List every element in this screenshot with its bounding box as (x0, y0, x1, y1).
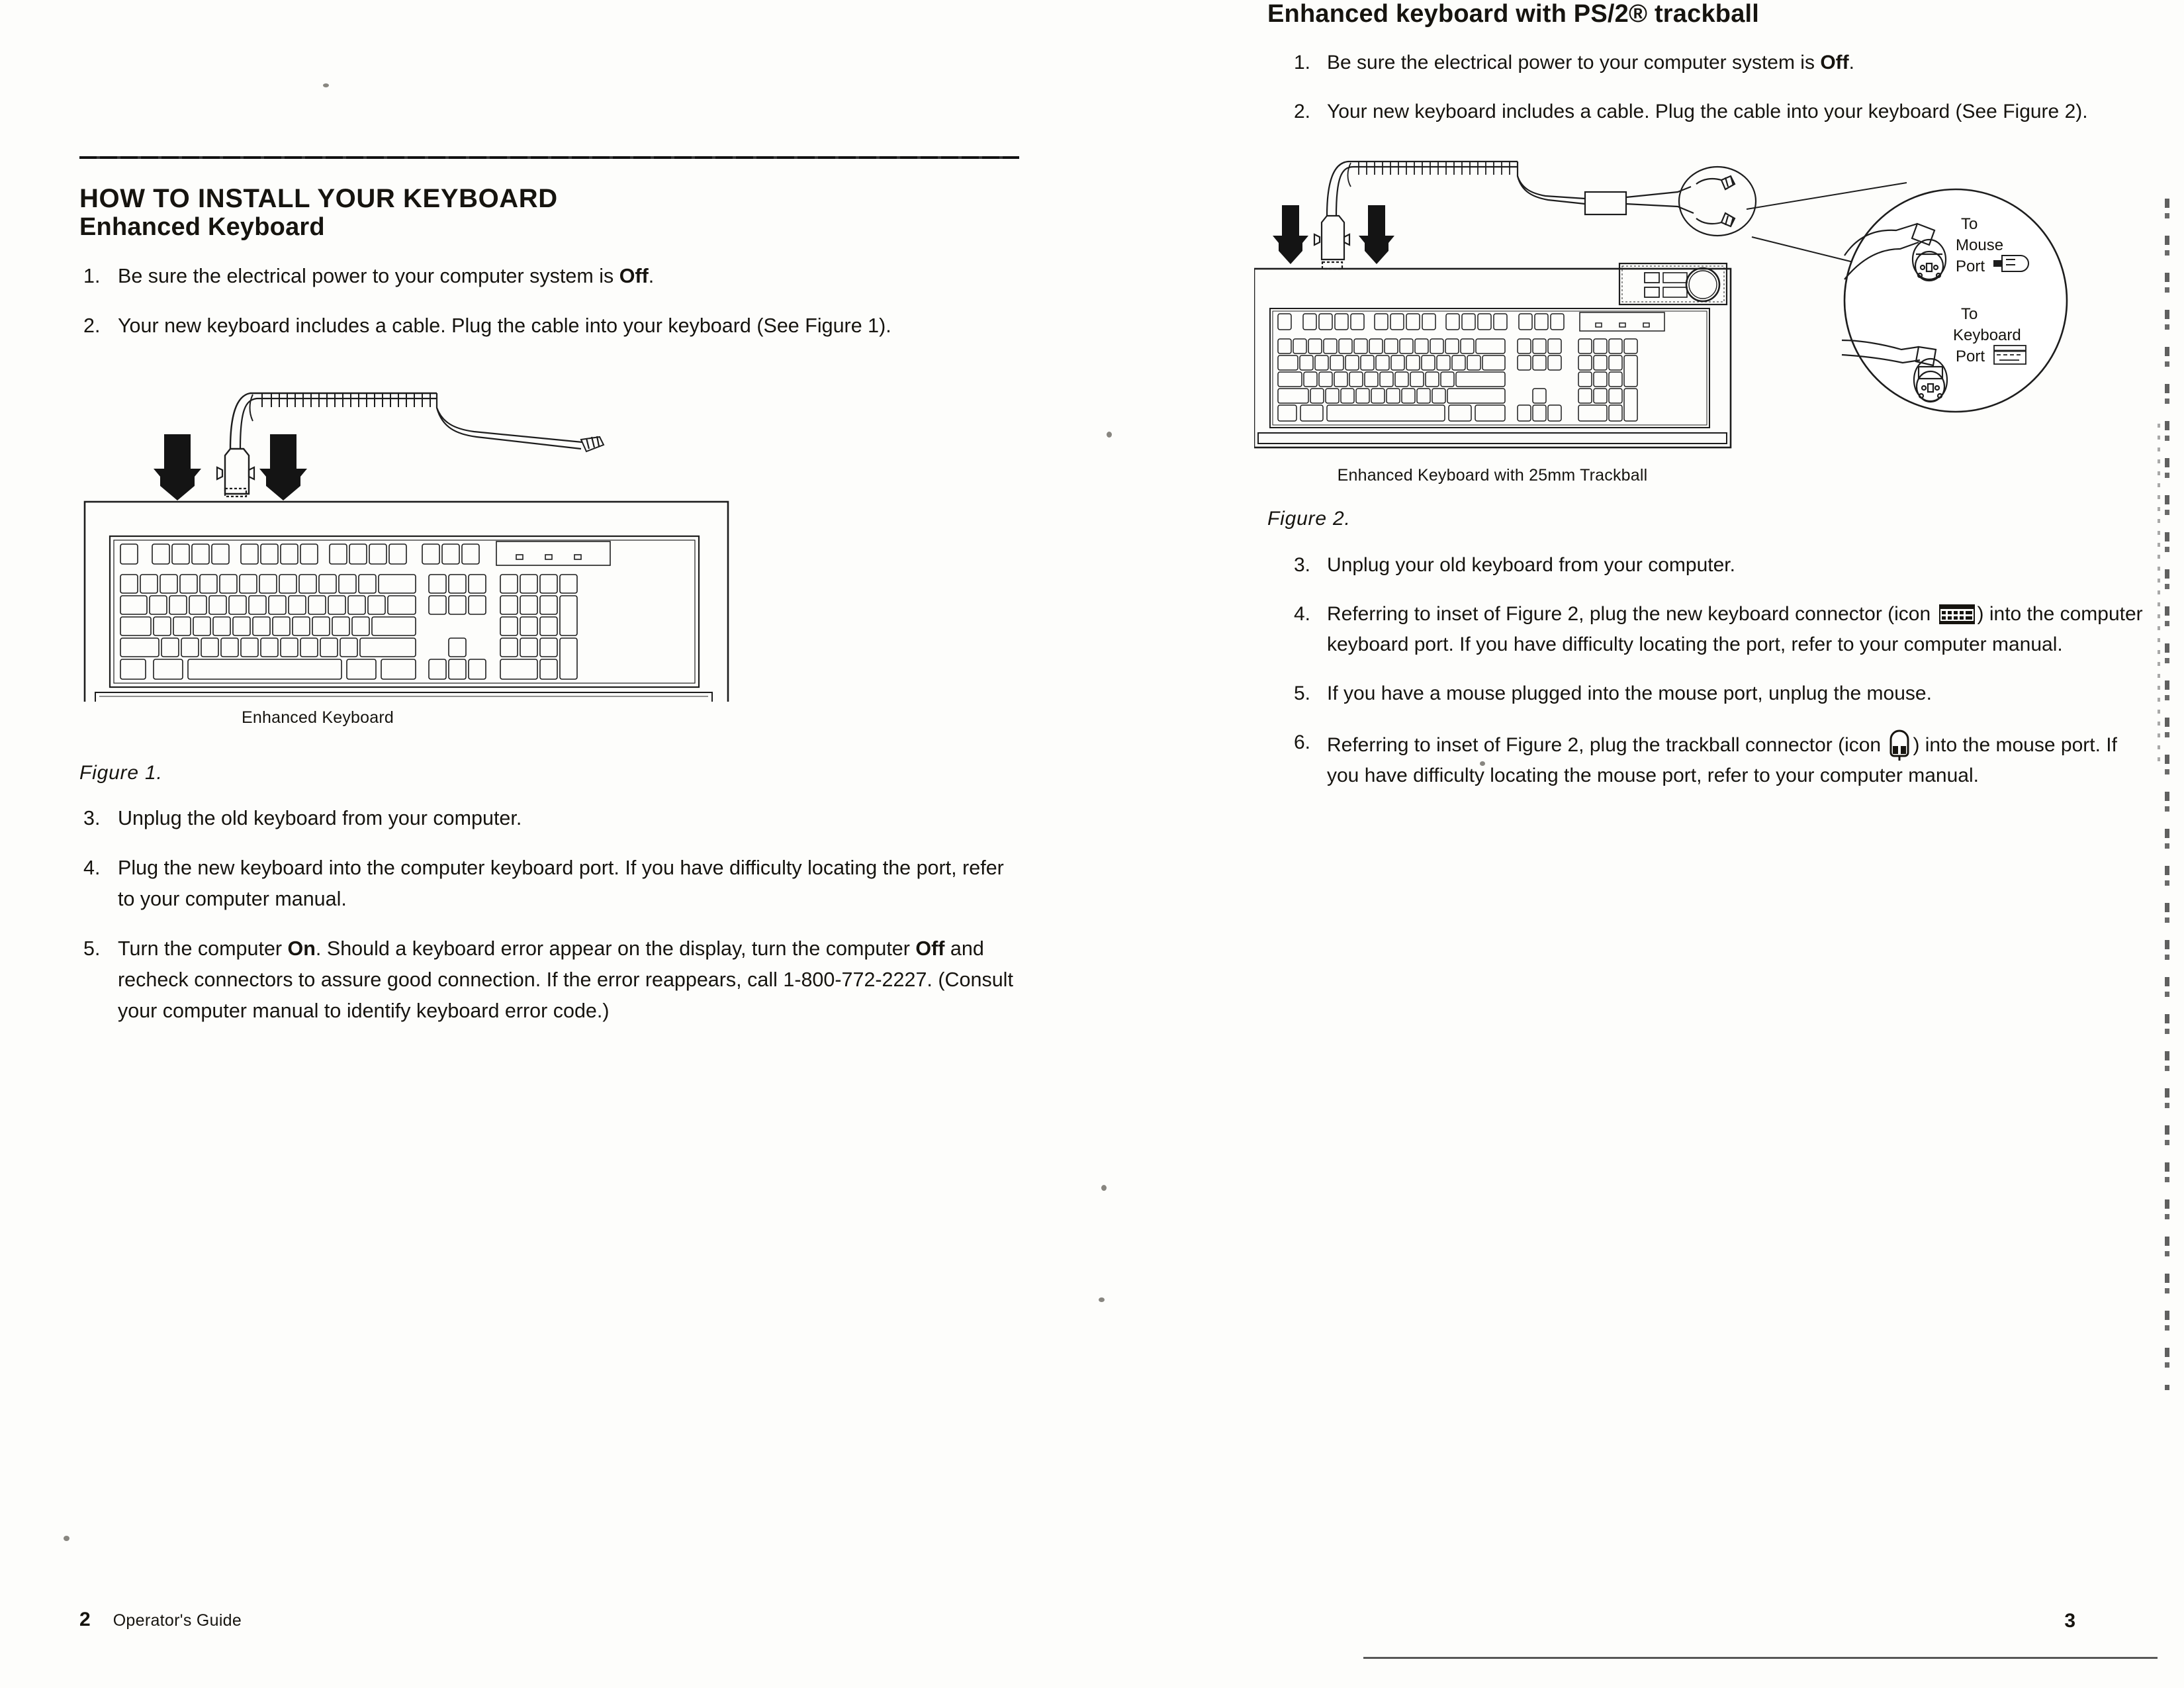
list-item-text: Plug the new keyboard into the computer keyboard port. If you have difficulty locating the port, refer to your computer manual. (118, 856, 1004, 910)
keyboard-icon (1939, 603, 1975, 623)
list-item-number: 4. (83, 856, 101, 879)
figure-2-caption: Enhanced Keyboard with 25mm Trackball (1337, 465, 1648, 485)
list-item-text-part1: Turn the computer (118, 937, 288, 960)
list-item-number: 5. (83, 937, 101, 960)
steps-list-after-figure-1 (79, 803, 1019, 1027)
inset-label-keyboard-line1: To (1961, 305, 1978, 323)
list-item-text-part2: ) into the computer keyboard port. If you have difficulty locating the port, refer to your computer manual. (1327, 602, 2143, 655)
steps-list-after-figure-2 (1267, 550, 2148, 791)
list-item-text: Your new keyboard includes a cable. Plug the cable into your keyboard (See Figure 2). (1327, 100, 2088, 122)
footer-right (2064, 1610, 2075, 1632)
list-item (1290, 727, 2148, 791)
list-item-text-part2: . Should a keyboard error appear on the display, turn the computer (315, 937, 916, 960)
list-item-tail: . (648, 264, 655, 287)
list-item (79, 933, 1019, 1027)
list-item-number: 5. (1294, 682, 1311, 704)
emphasis-off: Off (1820, 51, 1849, 73)
list-item-text: Be sure the electrical power to your computer system is (1327, 51, 1821, 73)
right-page-column (1267, 0, 2148, 791)
steps-list-before-figure-1 (79, 261, 1019, 342)
header-rule (79, 156, 1019, 159)
trackball-keyboard-drawing (1254, 150, 2101, 467)
page-number-left: 2 (79, 1609, 91, 1630)
emphasis-on: On (287, 937, 316, 960)
list-item (1290, 550, 2148, 581)
trackball-button-right (1645, 287, 1659, 297)
inset-label-mouse-line2: Mouse (1956, 236, 2004, 254)
inset-label-keyboard-line3: Port (1956, 347, 1985, 365)
list-item-number: 1. (1294, 51, 1311, 73)
list-item (1290, 48, 2148, 78)
steps-list-before-figure-2 (1267, 48, 2148, 127)
scan-edge-artifact-secondary (2158, 424, 2160, 768)
emphasis-off: Off (915, 937, 945, 960)
enhanced-keyboard-drawing (79, 371, 741, 702)
list-item (79, 310, 1019, 342)
list-item-text: Unplug the old keyboard from your computer. (118, 806, 522, 829)
list-item (79, 261, 1019, 292)
section-heading-enhanced-keyboard: Enhanced Keyboard (79, 213, 325, 241)
trackball-ball (1686, 268, 1719, 301)
trackball-icon (1888, 727, 1911, 761)
figure-1-illustration (79, 371, 1019, 727)
list-item-text: Unplug your old keyboard from your computer. (1327, 553, 1735, 576)
scan-speck (64, 1536, 69, 1541)
list-item-number: 1. (83, 264, 101, 287)
list-item (1290, 679, 2148, 709)
scan-bottom-rule-artifact (1363, 1657, 2158, 1659)
list-item-text-part2: ) into the mouse port. If you have difficulty locating the mouse port, refer to your computer manual. (1327, 733, 2117, 786)
list-item-number: 4. (1294, 602, 1311, 625)
list-item-number: 6. (1294, 731, 1311, 753)
scan-speck (1101, 1185, 1107, 1191)
left-page-column (79, 0, 1019, 1027)
section-heading-ps2-trackball: Enhanced keyboard with PS/2® trackball (1267, 0, 1760, 28)
list-item-text: Your new keyboard includes a cable. Plug the cable into your keyboard (See Figure 1). (118, 314, 891, 337)
trackball-button-left (1645, 273, 1659, 283)
list-item (79, 853, 1019, 915)
list-item-text-part1: Referring to inset of Figure 2, plug the trackball connector (icon (1327, 733, 1887, 756)
page-title: HOW TO INSTALL YOUR KEYBOARD (79, 184, 558, 213)
footer-left (79, 1609, 242, 1631)
list-item (1290, 97, 2148, 127)
list-item (1290, 599, 2148, 660)
figure-2-inset-circle (1842, 189, 2067, 412)
inset-label-mouse-line1: To (1961, 214, 1978, 233)
figure-1-caption: Enhanced Keyboard (242, 708, 394, 727)
list-item-tail: . (1848, 51, 1854, 73)
list-item-text: If you have a mouse plugged into the mouse port, unplug the mouse. (1327, 682, 1932, 704)
figure-2-illustration (1254, 150, 2148, 485)
scan-speck (1107, 432, 1112, 438)
guide-name: Operator's Guide (113, 1611, 242, 1630)
inset-label-keyboard-line2: Keyboard (1953, 326, 2021, 344)
list-item (79, 803, 1019, 834)
scan-edge-artifact (2165, 199, 2169, 1390)
list-item-text-part1: Referring to inset of Figure 2, plug the new keyboard connector (icon (1327, 602, 1936, 625)
list-item-text-part3: and recheck connectors to assure good connection. If the error reappears, call 1-800-772-2227. (Consult your computer manual to identify keyboard error code.) (118, 937, 1013, 1022)
list-item-number: 2. (1294, 100, 1311, 122)
list-item-number: 3. (1294, 553, 1311, 576)
page-number-right: 3 (2064, 1610, 2075, 1632)
figure-2-number: Figure 2. (1267, 507, 1351, 530)
figure-1-number: Figure 1. (79, 761, 163, 784)
direction-arrow-icon (1273, 205, 1394, 264)
list-item-number: 2. (83, 314, 101, 337)
list-item-number: 3. (83, 806, 101, 829)
scan-speck (1099, 1297, 1105, 1302)
emphasis-off: Off (619, 264, 649, 287)
inset-label-mouse-line3: Port (1956, 257, 1985, 275)
list-item-text: Be sure the electrical power to your computer system is (118, 264, 619, 287)
